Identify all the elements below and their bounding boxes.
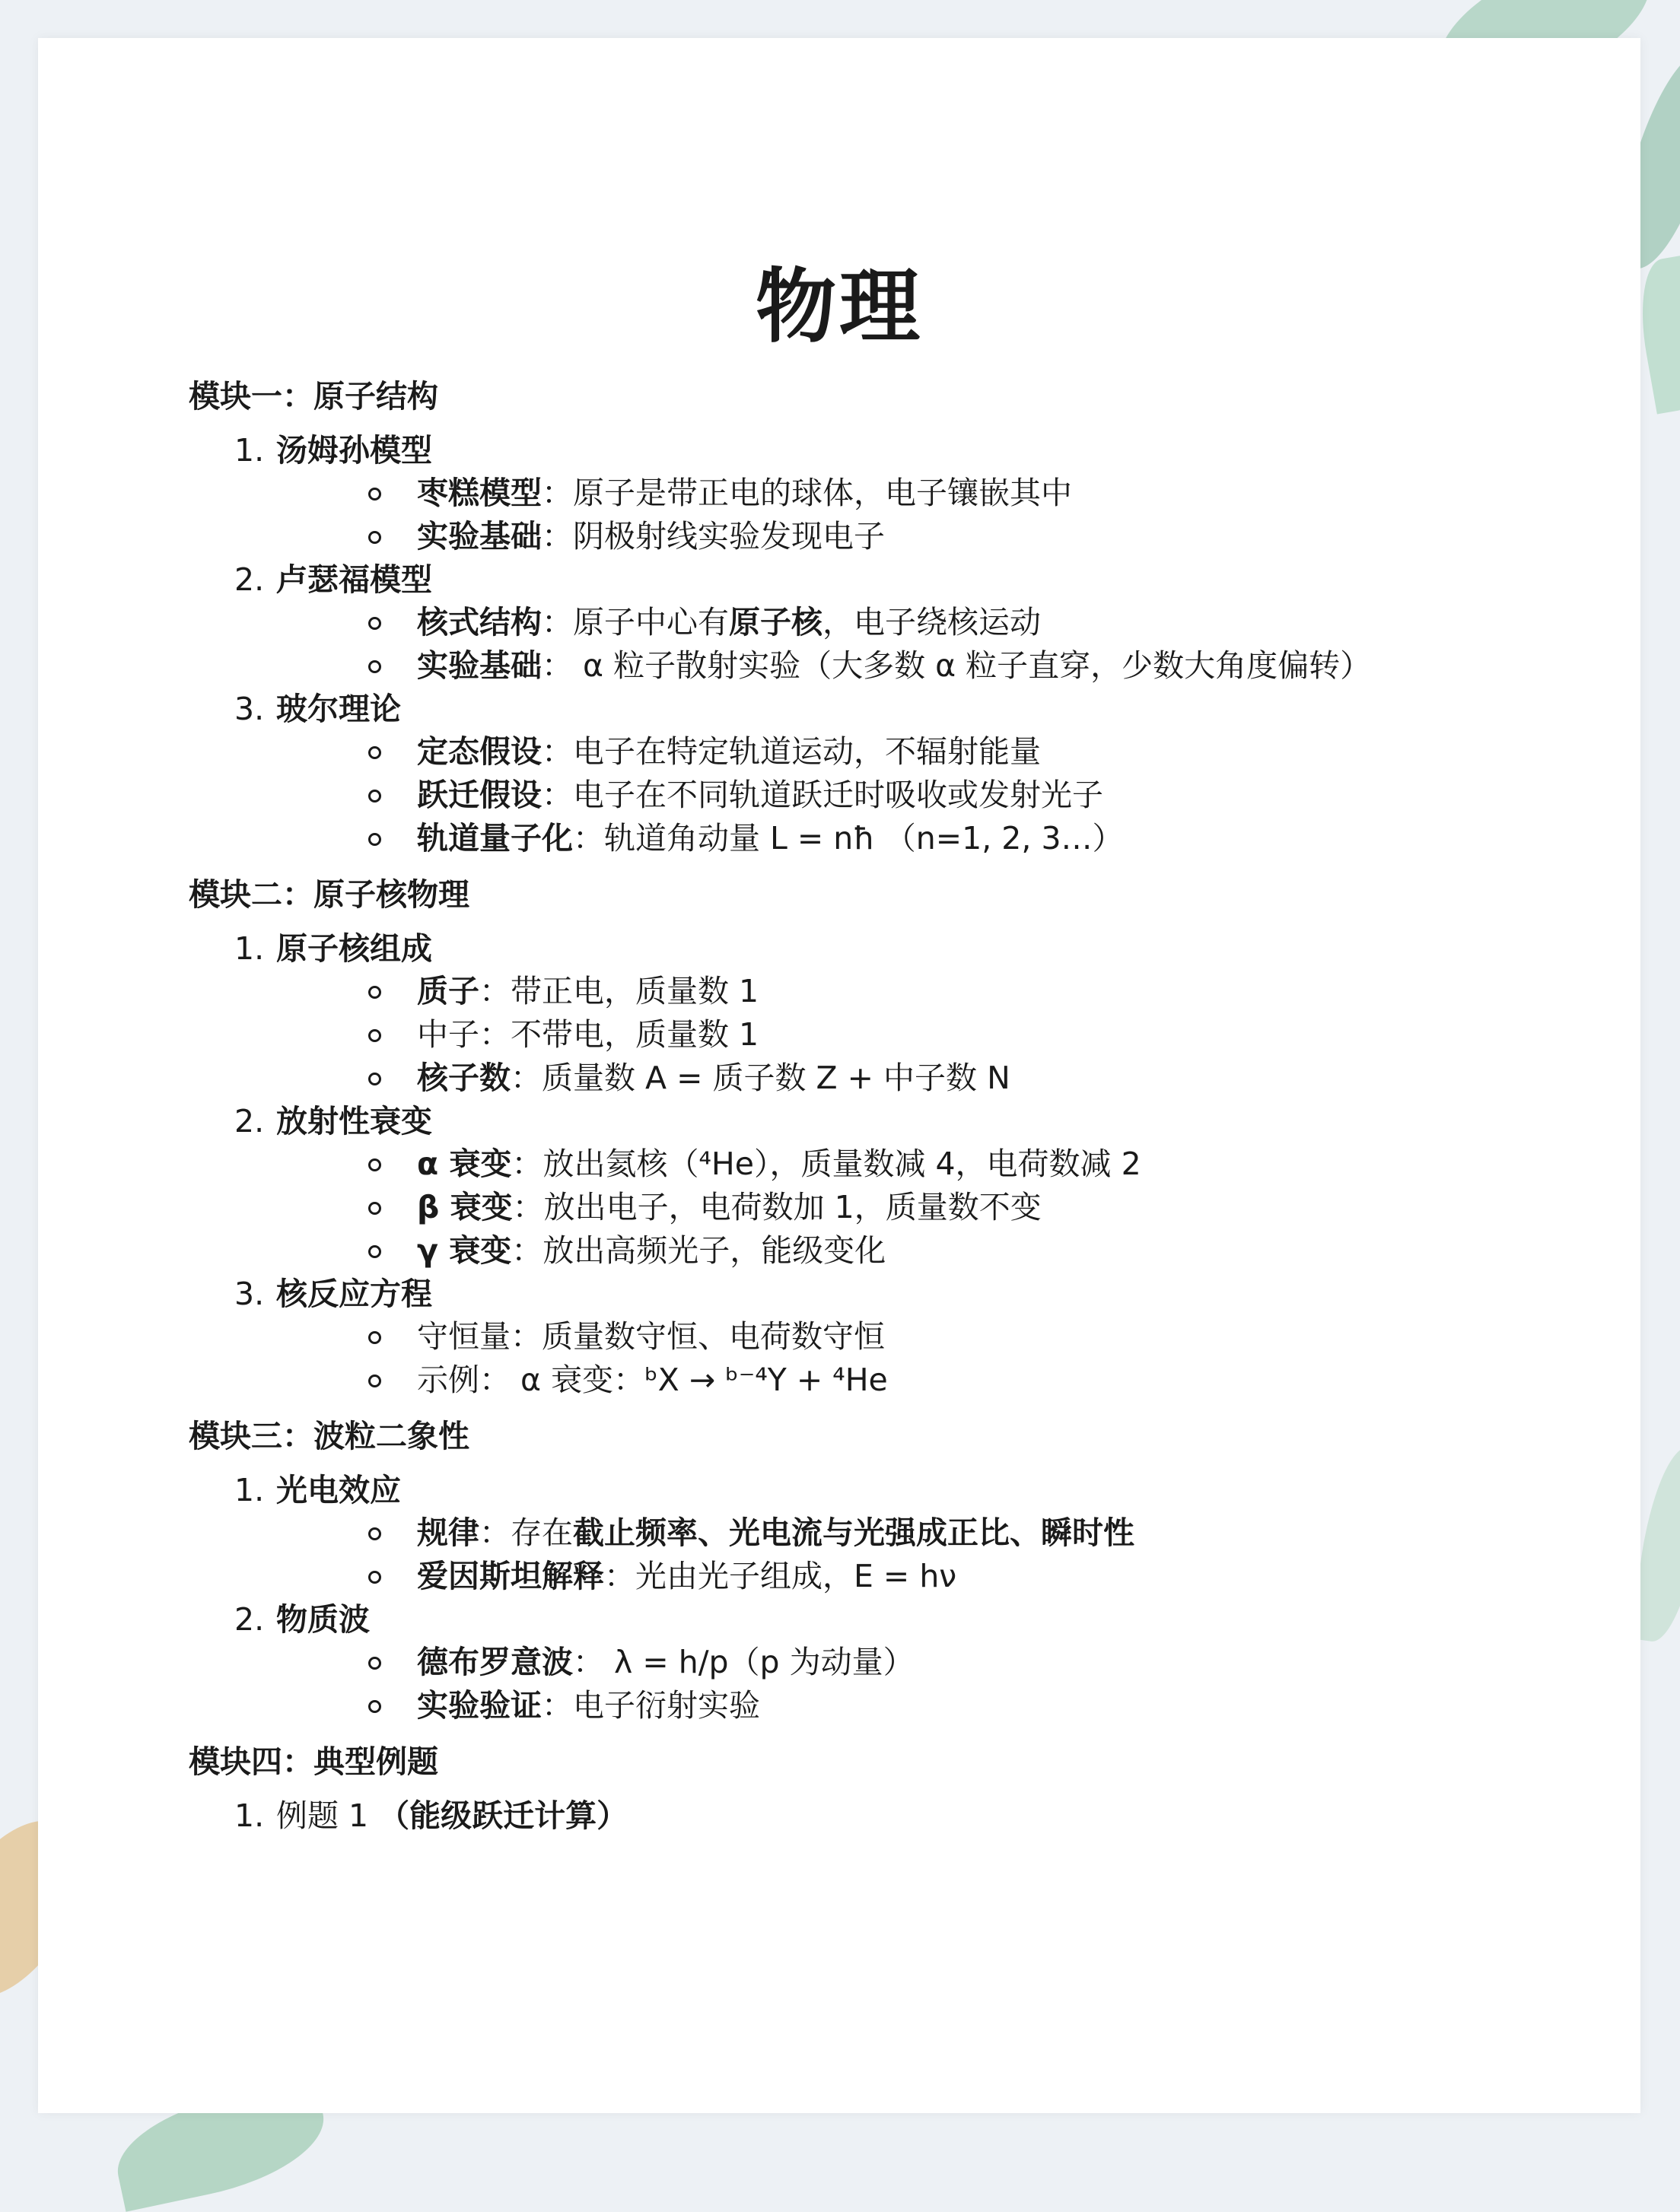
bullet-item	[189, 1641, 1520, 1684]
bullet-text: 原子是带正电的球体，电子镶嵌其中	[573, 475, 1072, 511]
bullet-text: 放出高频光子，能级变化	[542, 1232, 886, 1269]
bullet-separator: ：	[542, 475, 573, 511]
bullet-label: 核式结构	[417, 604, 542, 640]
bullet-separator: ：	[542, 604, 573, 640]
section-title: 核反应方程	[276, 1276, 432, 1312]
bullet-separator: ：	[573, 820, 604, 857]
bullet-label: 轨道量子化	[417, 820, 573, 857]
section-heading	[189, 688, 1520, 730]
bullet-list	[189, 1641, 1520, 1727]
hollow-bullet-icon	[368, 1029, 381, 1042]
bullet-separator: ：	[542, 647, 573, 684]
hollow-bullet-icon	[368, 1331, 381, 1344]
bullet-separator: ：	[542, 1687, 573, 1724]
bullet-text: 质量数 A = 质子数 Z + 中子数 N	[542, 1060, 1010, 1096]
numbered-section	[189, 688, 1520, 860]
bullet-text: λ = h/p（p 为动量）	[604, 1644, 915, 1680]
bullet-item	[189, 1186, 1520, 1229]
bullet-label: 核子数	[417, 1060, 511, 1096]
bullet-label: 规律	[417, 1514, 479, 1551]
bullet-item	[189, 1013, 1520, 1057]
hollow-bullet-icon	[368, 1571, 381, 1584]
hollow-bullet-icon	[368, 1245, 381, 1258]
section-heading	[189, 429, 1520, 472]
bullet-label: 定态假设	[417, 733, 542, 770]
section-title: 放射性衰变	[276, 1103, 432, 1139]
bullet-label: 德布罗意波	[417, 1644, 573, 1680]
hollow-bullet-icon	[368, 1375, 381, 1387]
bullet-label: 跃迁假设	[417, 777, 542, 813]
module-section	[189, 373, 1520, 860]
bullet-separator: ：	[479, 973, 511, 1009]
bullet-list	[189, 1315, 1520, 1402]
module-title: 模块三：波粒二象性	[189, 1418, 469, 1454]
hollow-bullet-icon	[368, 1202, 381, 1215]
bullet-item	[189, 601, 1520, 644]
section-number: 1.	[234, 1797, 265, 1834]
bullet-list	[189, 472, 1520, 558]
bullet-separator: ：	[511, 1146, 543, 1182]
bullet-item	[189, 515, 1520, 558]
bullet-separator: ：	[573, 1644, 604, 1680]
numbered-section	[189, 1100, 1520, 1273]
hollow-bullet-icon	[368, 833, 381, 846]
section-heading	[189, 1273, 1520, 1315]
bullet-item	[189, 644, 1520, 688]
hollow-bullet-icon	[368, 660, 381, 673]
section-title: 汤姆孙模型	[276, 432, 432, 469]
numbered-section	[189, 1794, 1520, 1837]
bullet-emphasis: 原子核	[729, 604, 822, 640]
bullet-separator: ：	[542, 518, 573, 555]
bullet-list	[189, 970, 1520, 1100]
hollow-bullet-icon	[368, 986, 381, 999]
bullet-list	[189, 1511, 1520, 1598]
module-section	[189, 1738, 1520, 1837]
bullet-list	[189, 730, 1520, 860]
section-title-plain: 例题 1	[276, 1797, 379, 1834]
bullet-separator: ：	[511, 1232, 543, 1269]
hollow-bullet-icon	[368, 746, 381, 759]
bullet-text: 光由光子组成，E = hν	[635, 1558, 957, 1594]
bullet-text: 电子衍射实验	[573, 1687, 760, 1724]
bullet-item	[189, 1057, 1520, 1100]
section-number: 3.	[234, 691, 265, 727]
section-number: 1.	[234, 432, 265, 469]
numbered-section	[189, 429, 1520, 558]
bullet-label: 实验基础	[417, 518, 542, 555]
bullet-separator: ：	[479, 1514, 511, 1551]
section-number: 2.	[234, 1103, 265, 1139]
bullet-text-after: ，电子绕核运动	[822, 604, 1041, 640]
bullet-item	[189, 970, 1520, 1013]
bullet-text: 放出氦核（⁴He），质量数减 4，电荷数减 2	[542, 1146, 1141, 1182]
bullet-text: α 粒子散射实验（大多数 α 粒子直穿，少数大角度偏转）	[573, 647, 1372, 684]
bullet-label: 爱因斯坦解释	[417, 1558, 604, 1594]
numbered-section	[189, 927, 1520, 1100]
bullet-text: 示例： α 衰变：ᵇX → ᵇ⁻⁴Y + ⁴He	[417, 1362, 888, 1398]
bullet-label: γ 衰变	[417, 1232, 512, 1269]
module-title: 模块一：原子结构	[189, 378, 438, 415]
module-title: 模块四：典型例题	[189, 1743, 438, 1780]
bullet-label: 实验基础	[417, 647, 542, 684]
hollow-bullet-icon	[368, 488, 381, 501]
bullet-text: 带正电，质量数 1	[511, 973, 759, 1009]
bullet-item	[189, 1555, 1520, 1598]
bullet-label: 实验验证	[417, 1687, 542, 1724]
bullet-item	[189, 1511, 1520, 1555]
bullet-item	[189, 730, 1520, 774]
section-title: 卢瑟福模型	[276, 561, 432, 598]
hollow-bullet-icon	[368, 1657, 381, 1670]
bullet-text: 守恒量：质量数守恒、电荷数守恒	[417, 1318, 885, 1355]
section-title: 物质波	[276, 1601, 370, 1638]
bullet-item	[189, 1315, 1520, 1359]
bullet-item	[189, 1684, 1520, 1727]
bullet-text: 电子在不同轨道跃迁时吸收或发射光子	[573, 777, 1103, 813]
bullet-separator: ：	[604, 1558, 635, 1594]
hollow-bullet-icon	[368, 1158, 381, 1171]
bullet-item	[189, 817, 1520, 860]
bullet-text: 中子：不带电，质量数 1	[417, 1016, 759, 1053]
section-heading	[189, 927, 1520, 970]
numbered-section	[189, 1469, 1520, 1598]
module-section	[189, 1413, 1520, 1727]
bullet-item	[189, 1143, 1520, 1186]
section-heading	[189, 558, 1520, 601]
page-title: 物理	[756, 260, 923, 354]
bullet-item	[189, 1359, 1520, 1402]
bullet-label: 质子	[417, 973, 479, 1009]
bullet-list	[189, 1143, 1520, 1273]
bullet-emphasis: 截止频率、光电流与光强成正比、瞬时性	[573, 1514, 1134, 1551]
numbered-section	[189, 1273, 1520, 1402]
hollow-bullet-icon	[368, 617, 381, 630]
section-heading	[189, 1100, 1520, 1143]
numbered-section	[189, 558, 1520, 688]
section-title: 光电效应	[276, 1472, 401, 1508]
section-title: 玻尔理论	[276, 691, 401, 727]
hollow-bullet-icon	[368, 531, 381, 544]
numbered-section	[189, 1598, 1520, 1727]
section-title: （能级跃迁计算）	[378, 1797, 628, 1834]
bullet-label: β 衰变	[417, 1189, 513, 1225]
section-heading	[189, 1598, 1520, 1641]
section-heading	[189, 1794, 1520, 1837]
section-title: 原子核组成	[276, 930, 432, 967]
bullet-text: 存在	[511, 1514, 573, 1551]
document-content	[189, 373, 1520, 1848]
bullet-item	[189, 774, 1520, 817]
bullet-label: 枣糕模型	[417, 475, 542, 511]
bullet-text: 原子中心有	[573, 604, 729, 640]
bullet-separator: ：	[511, 1060, 542, 1096]
hollow-bullet-icon	[368, 790, 381, 802]
bullet-text: 阴极射线实验发现电子	[573, 518, 885, 555]
hollow-bullet-icon	[368, 1073, 381, 1085]
bullet-list	[189, 601, 1520, 688]
bullet-text: 放出电子，电荷数加 1，质量数不变	[543, 1189, 1042, 1225]
bullet-item	[189, 1229, 1520, 1273]
section-heading	[189, 1469, 1520, 1511]
bullet-text: 电子在特定轨道运动，不辐射能量	[573, 733, 1041, 770]
hollow-bullet-icon	[368, 1527, 381, 1540]
section-number: 2.	[234, 561, 265, 598]
bullet-separator: ：	[512, 1189, 544, 1225]
bullet-item	[189, 472, 1520, 515]
section-number: 1.	[234, 930, 265, 967]
section-number: 1.	[234, 1472, 265, 1508]
bullet-separator: ：	[542, 777, 573, 813]
bullet-separator: ：	[542, 733, 573, 770]
module-title: 模块二：原子核物理	[189, 876, 469, 913]
bullet-label: α 衰变	[417, 1146, 512, 1182]
bullet-text: 轨道角动量 L = nħ （n=1, 2, 3…）	[604, 820, 1124, 857]
hollow-bullet-icon	[368, 1700, 381, 1713]
section-number: 2.	[234, 1601, 265, 1638]
module-section	[189, 871, 1520, 1402]
section-number: 3.	[234, 1276, 265, 1312]
